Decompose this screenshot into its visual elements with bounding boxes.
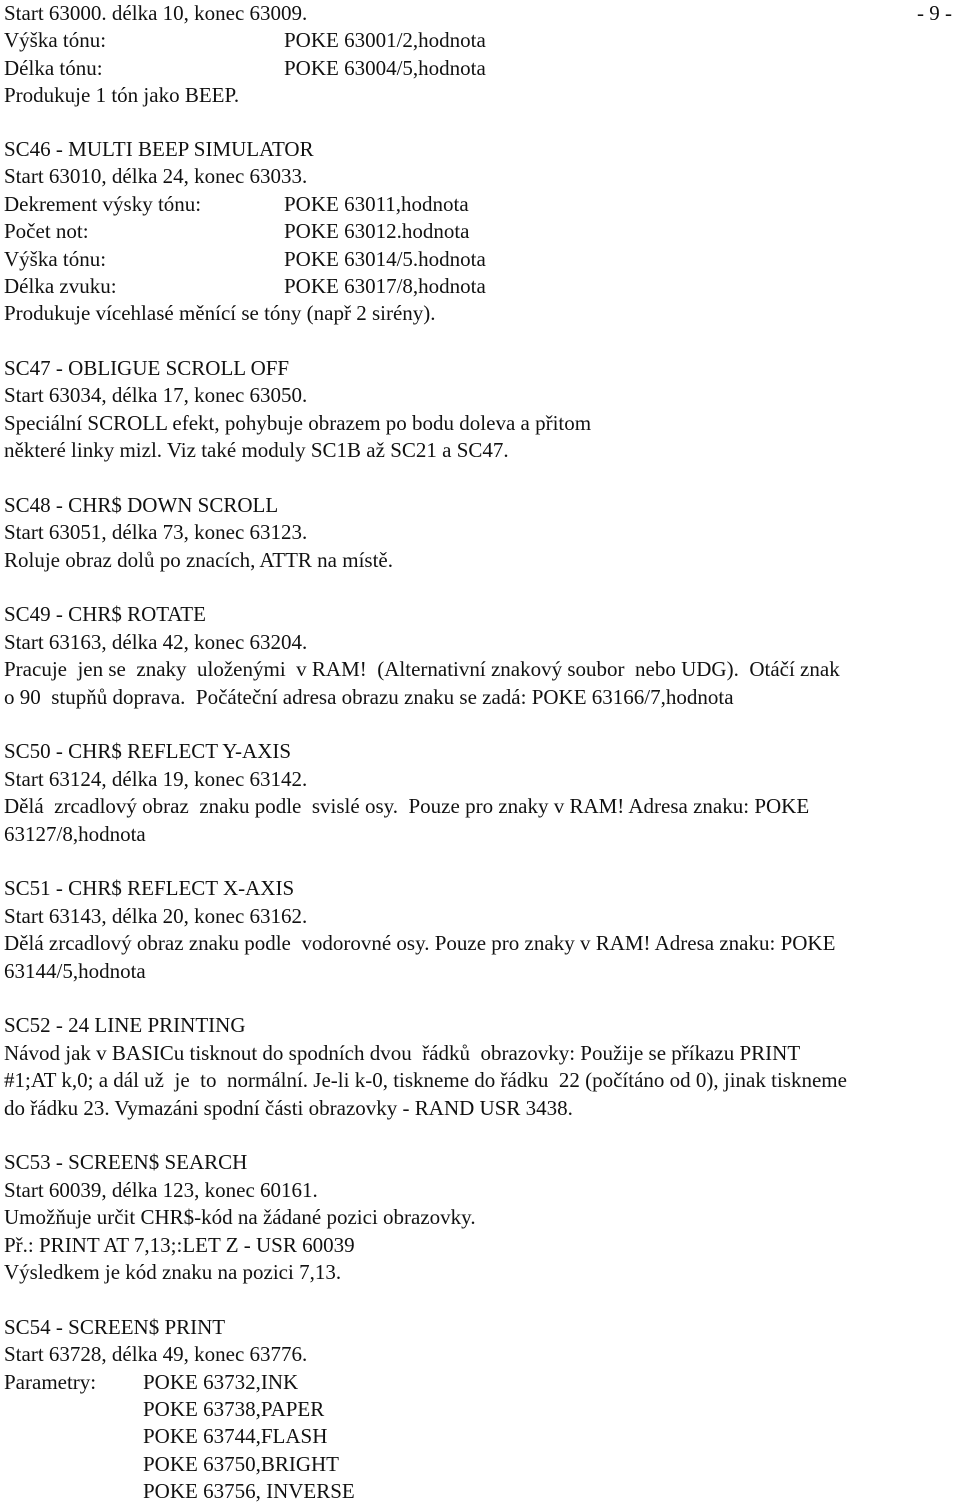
sc52-description-1: Návod jak v BASICu tisknout do spodních dvou řádků obrazovky: Použije se příkazu PRINT (4, 1041, 801, 1065)
intro-row-value: POKE 63004/5,hodnota (284, 56, 486, 80)
sc51-description-1: Dělá zrcadlový obraz znaku podle vodorovné osy. Pouze pro znaky v RAM! Adresa znaku: POKE (4, 931, 836, 955)
sc47-description-1: Speciální SCROLL efekt, pohybuje obrazem po bodu doleva a přitom (4, 411, 592, 435)
sc53-description-2: Př.: PRINT AT 7,13;:LET Z - USR 60039 (4, 1233, 355, 1257)
sc46-row-label: Dekrement výsky tónu: (4, 192, 202, 216)
sc46-row-label: Počet not: (4, 219, 89, 243)
sc46-title: SC46 - MULTI BEEP SIMULATOR (4, 137, 314, 161)
sc49-description-2: o 90 stupňů doprava. Počáteční adresa obrazu znaku se zadá: POKE 63166/7,hodnota (4, 685, 734, 709)
sc46-row-value: POKE 63017/8,hodnota (284, 274, 486, 298)
sc52-title: SC52 - 24 LINE PRINTING (4, 1013, 246, 1037)
intro-description: Produkuje 1 tón jako BEEP. (4, 83, 240, 107)
sc51-title: SC51 - CHR$ REFLECT X-AXIS (4, 876, 295, 900)
page-number: - 9 - (917, 1, 952, 25)
sc54-param: POKE 63744,FLASH (143, 1424, 328, 1448)
sc46-row-value: POKE 63014/5.hodnota (284, 247, 486, 271)
sc46-row-value: POKE 63011,hodnota (284, 192, 469, 216)
sc51-description-2: 63144/5,hodnota (4, 959, 146, 983)
sc46-start: Start 63010, délka 24, konec 63033. (4, 164, 308, 188)
sc47-start: Start 63034, délka 17, konec 63050. (4, 383, 308, 407)
sc54-params-label: Parametry: (4, 1370, 97, 1394)
sc50-title: SC50 - CHR$ REFLECT Y-AXIS (4, 739, 292, 763)
intro-row-value: POKE 63001/2,hodnota (284, 28, 486, 52)
sc46-row-value: POKE 63012.hodnota (284, 219, 470, 243)
sc48-title: SC48 - CHR$ DOWN SCROLL (4, 493, 279, 517)
intro-start-line: Start 63000. délka 10, konec 63009. (4, 1, 308, 25)
sc53-title: SC53 - SCREEN$ SEARCH (4, 1150, 248, 1174)
sc53-description-1: Umožňuje určit CHR$-kód na žádané pozici obrazovky. (4, 1205, 476, 1229)
sc46-row-label: Délka zvuku: (4, 274, 117, 298)
sc53-start: Start 60039, délka 123, konec 60161. (4, 1178, 318, 1202)
sc52-description-2: #1;AT k,0; a dál už je to normální. Je-li k-0, tiskneme do řádku 22 (počítáno od 0), jinak tiskneme (4, 1068, 847, 1092)
sc50-description-2: 63127/8,hodnota (4, 822, 146, 846)
sc49-title: SC49 - CHR$ ROTATE (4, 602, 206, 626)
sc50-start: Start 63124, délka 19, konec 63142. (4, 767, 308, 791)
sc54-param: POKE 63750,BRIGHT (143, 1452, 340, 1476)
sc54-param: POKE 63738,PAPER (143, 1397, 325, 1421)
sc47-title: SC47 - OBLIGUE SCROLL OFF (4, 356, 290, 380)
sc54-param: POKE 63756, INVERSE (143, 1479, 355, 1503)
sc48-description: Roluje obraz dolů po znacích, ATTR na místě. (4, 548, 393, 572)
sc53-description-3: Výsledkem je kód znaku na pozici 7,13. (4, 1260, 342, 1284)
sc54-param: POKE 63732,INK (143, 1370, 299, 1394)
sc50-description-1: Dělá zrcadlový obraz znaku podle svislé osy. Pouze pro znaky v RAM! Adresa znaku: POKE (4, 794, 810, 818)
sc47-description-2: některé linky mizl. Viz také moduly SC1B až SC21 a SC47. (4, 438, 509, 462)
sc46-description: Produkuje vícehlasé měnící se tóny (např 2 sirény). (4, 301, 436, 325)
sc51-start: Start 63143, délka 20, konec 63162. (4, 904, 308, 928)
sc54-start: Start 63728, délka 49, konec 63776. (4, 1342, 308, 1366)
sc46-row-label: Výška tónu: (4, 247, 107, 271)
sc52-description-3: do řádku 23. Vymazáni spodní části obrazovky - RAND USR 3438. (4, 1096, 573, 1120)
intro-row-label: Délka tónu: (4, 56, 103, 80)
sc49-description-1: Pracuje jen se znaky uloženými v RAM! (Alternativní znakový soubor nebo UDG). Otáčí znak (4, 657, 840, 681)
intro-row-label: Výška tónu: (4, 28, 107, 52)
sc54-title: SC54 - SCREEN$ PRINT (4, 1315, 226, 1339)
sc48-start: Start 63051, délka 73, konec 63123. (4, 520, 308, 544)
sc49-start: Start 63163, délka 42, konec 63204. (4, 630, 308, 654)
